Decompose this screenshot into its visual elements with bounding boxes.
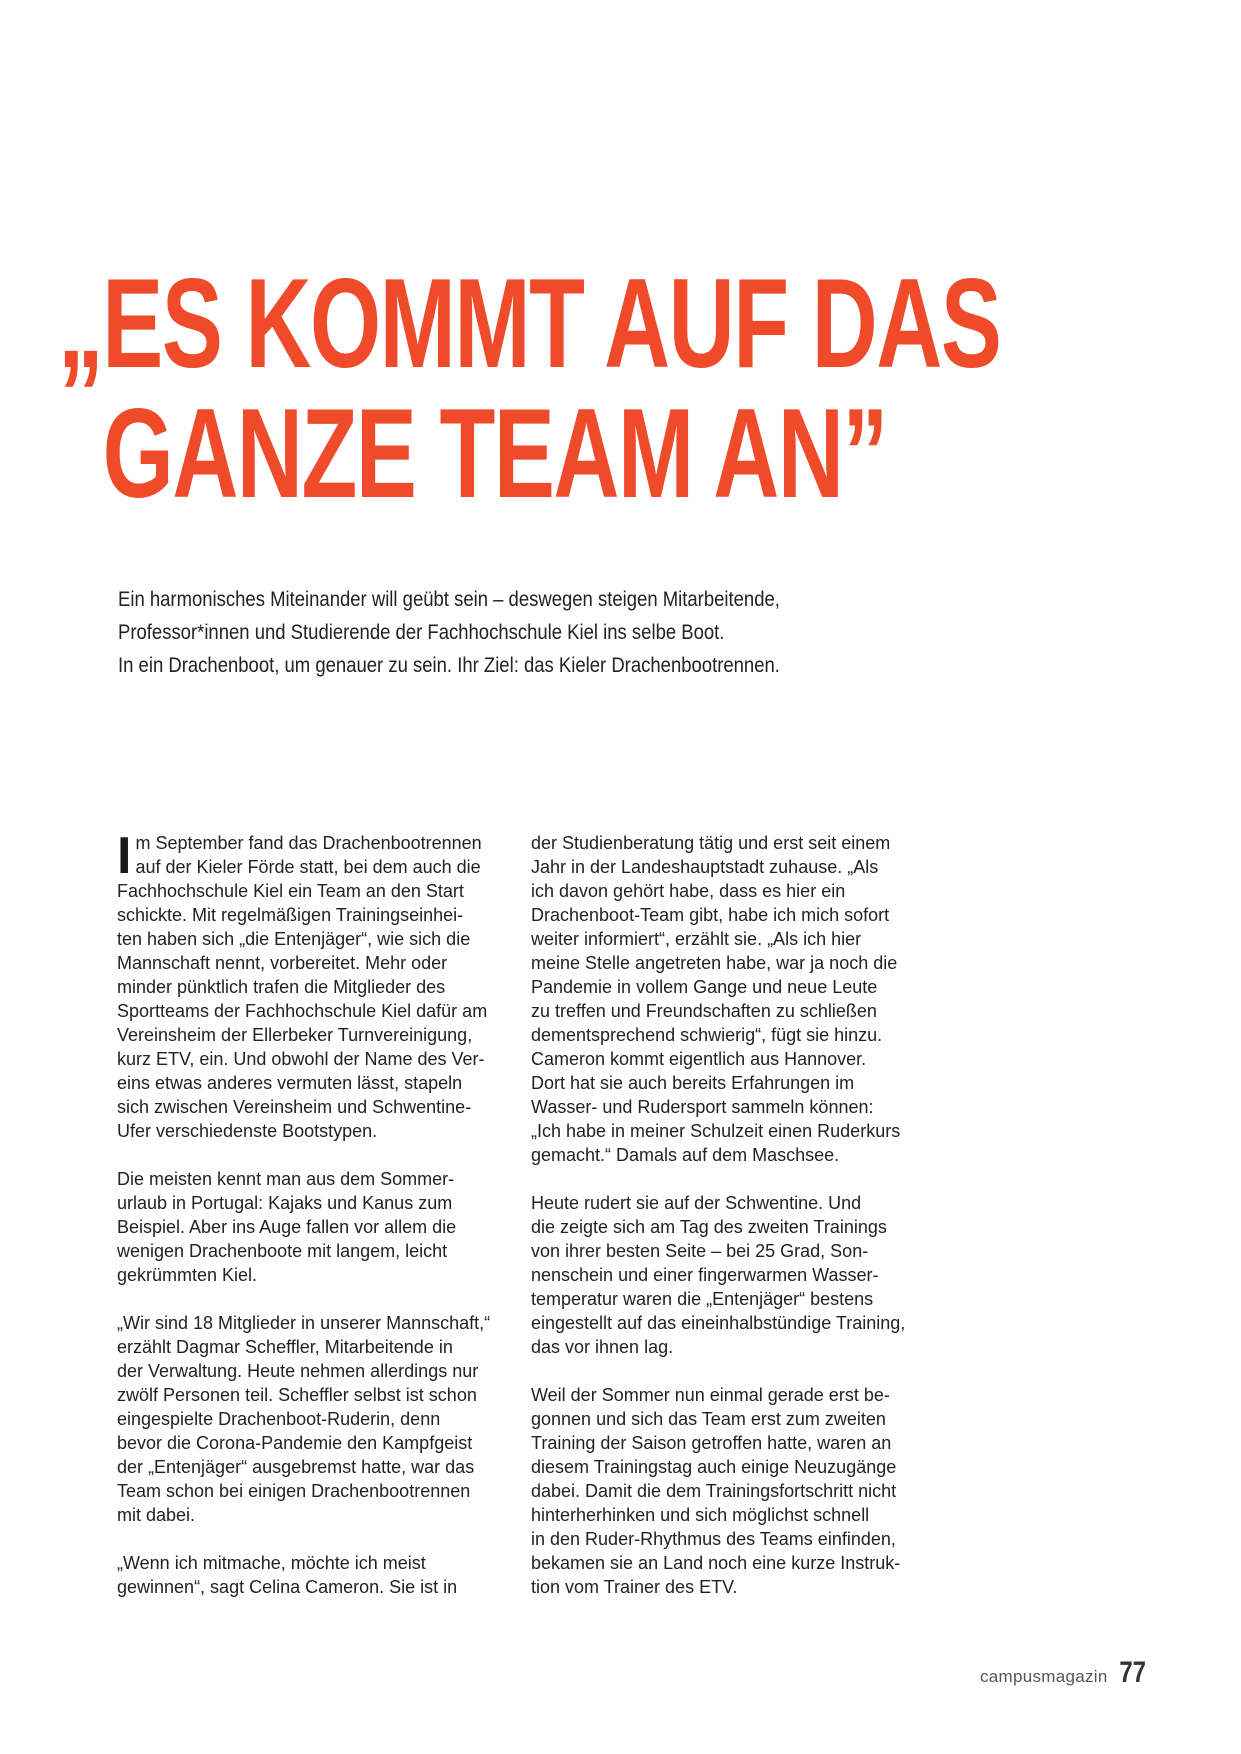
text-line: Jahr in der Landeshauptstadt zuhause. „Als [531, 857, 879, 877]
text-line: zwölf Personen teil. Scheffler selbst ist schon [117, 1385, 477, 1405]
page-number: 77 [1118, 1656, 1146, 1689]
headline-line-2: GANZE TEAM AN” [102, 382, 887, 524]
text-line: gewinnen“, sagt Celina Cameron. Sie ist in [117, 1577, 458, 1597]
text-line: Ufer verschiedenste Bootstypen. [117, 1121, 378, 1141]
text-line: der „Entenjäger“ ausgebremst hatte, war das [117, 1457, 475, 1477]
text-line: bevor die Corona-Pandemie den Kampfgeist [117, 1433, 473, 1453]
text-line: in den Ruder-Rhythmus des Teams einfinden, [531, 1529, 896, 1549]
text-line: gonnen und sich das Team erst zum zweiten [531, 1409, 886, 1429]
paragraph [117, 1551, 537, 1599]
text-line: Sportteams der Fachhochschule Kiel dafür am [117, 1001, 488, 1021]
text-line: m September fand das Drachenbootrennen [135, 833, 482, 853]
text-line: „Ich habe in meiner Schulzeit einen Ruderkurs [531, 1121, 901, 1141]
text-line: Dort hat sie auch bereits Erfahrungen im [531, 1073, 855, 1093]
text-line: ich davon gehört habe, dass es hier ein [531, 881, 846, 901]
text-line: das vor ihnen lag. [531, 1337, 674, 1357]
text-line: von ihrer besten Seite – bei 25 Grad, Son- [531, 1241, 869, 1261]
text-line: Drachenboot-Team gibt, habe ich mich sofort [531, 905, 890, 925]
text-line: bekamen sie an Land noch eine kurze Instruk- [531, 1553, 901, 1573]
text-line: gekrümmten Kiel. [117, 1265, 258, 1285]
text-line: kurz ETV, ein. Und obwohl der Name des Ver- [117, 1049, 485, 1069]
paragraph [117, 1311, 537, 1527]
text-line: auf der Kieler Förde statt, bei dem auch die [135, 857, 481, 877]
text-line: eingespielte Drachenboot-Ruderin, denn [117, 1409, 441, 1429]
text-line: temperatur waren die „Entenjäger“ bestens [531, 1289, 874, 1309]
text-line: nenschein und einer fingerwarmen Wasser- [531, 1265, 879, 1285]
text-line: Team schon bei einigen Drachenbootrennen [117, 1481, 471, 1501]
paragraph [531, 1383, 951, 1599]
article-column-left [117, 827, 537, 1623]
text-line: schickte. Mit regelmäßigen Trainingseinhei- [117, 905, 464, 925]
text-line: der Verwaltung. Heute nehmen allerdings nur [117, 1361, 479, 1381]
text-line: sich zwischen Vereinsheim und Schwentine- [117, 1097, 472, 1117]
text-line: Vereinsheim der Ellerbeker Turnvereinigung, [117, 1025, 473, 1045]
drop-cap: I [117, 827, 132, 885]
text-line: der Studienberatung tätig und erst seit einem [531, 833, 891, 853]
text-line: erzählt Dagmar Scheffler, Mitarbeitende in [117, 1337, 453, 1357]
text-line: gemacht.“ Damals auf dem Maschsee. [531, 1145, 840, 1165]
text-line: meine Stelle angetreten habe, war ja noch die [531, 953, 898, 973]
text-line: „Wenn ich mitmache, möchte ich meist [117, 1553, 426, 1573]
text-line: ten haben sich „die Entenjäger“, wie sich die [117, 929, 471, 949]
text-line: die zeigte sich am Tag des zweiten Trainings [531, 1217, 887, 1237]
text-line: Training der Saison getroffen hatte, waren an [531, 1433, 892, 1453]
paragraph [117, 1167, 537, 1287]
text-line: dementsprechend schwierig“, fügt sie hinzu. [531, 1025, 883, 1045]
text-line: Heute rudert sie auf der Schwentine. Und [531, 1193, 862, 1213]
text-line: zu treffen und Freundschaften zu schließen [531, 1001, 877, 1021]
text-line: urlaub in Portugal: Kajaks und Kanus zum [117, 1193, 453, 1213]
text-line: weiter informiert“, erzählt sie. „Als ich hier [531, 929, 862, 949]
article-column-right [531, 831, 951, 1623]
lead-line: In ein Drachenboot, um genauer zu sein. Ihr Ziel: das Kieler Drachenbootrennen. [118, 653, 780, 677]
text-line: diesem Trainingstag auch einige Neuzugänge [531, 1457, 897, 1477]
text-line: Die meisten kennt man aus dem Sommer- [117, 1169, 455, 1189]
text-line: tion vom Trainer des ETV. [531, 1577, 738, 1597]
text-line: minder pünktlich trafen die Mitglieder des [117, 977, 446, 997]
text-line: Mannschaft nennt, vorbereitet. Mehr oder [117, 953, 448, 973]
paragraph [531, 831, 951, 1167]
lead-line: Ein harmonisches Miteinander will geübt sein – deswegen steigen Mitarbeitende, [118, 587, 780, 611]
text-line: dabei. Damit die dem Trainingsfortschritt nicht [531, 1481, 897, 1501]
text-line: eins etwas anderes vermuten lässt, stapeln [117, 1073, 463, 1093]
headline-line-1: „ES KOMMT AUF DAS [58, 252, 1001, 394]
paragraph [531, 1191, 951, 1359]
text-line: wenigen Drachenboote mit langem, leicht [117, 1241, 448, 1261]
lead-paragraph [118, 583, 978, 682]
text-line: hinterherhinken und sich möglichst schnell [531, 1505, 870, 1525]
text-line: Cameron kommt eigentlich aus Hannover. [531, 1049, 867, 1069]
paragraph [117, 827, 537, 1143]
text-line: mit dabei. [117, 1505, 196, 1525]
text-line: Weil der Sommer nun einmal gerade erst be- [531, 1385, 890, 1405]
text-line: eingestellt auf das eineinhalbstündige Training, [531, 1313, 906, 1333]
text-line: Wasser- und Rudersport sammeln können: [531, 1097, 874, 1117]
page-footer [980, 1656, 1149, 1690]
headline [58, 252, 1208, 524]
text-line: Fachhochschule Kiel ein Team an den Start [117, 881, 464, 901]
text-line: „Wir sind 18 Mitglieder in unserer Mannschaft,“ [117, 1313, 491, 1333]
text-line: Pandemie in vollem Gange und neue Leute [531, 977, 878, 997]
magazine-name: campusmagazin [979, 1667, 1108, 1686]
text-line: Beispiel. Aber ins Auge fallen vor allem die [117, 1217, 457, 1237]
lead-line: Professor*innen und Studierende der Fachhochschule Kiel ins selbe Boot. [118, 620, 725, 644]
